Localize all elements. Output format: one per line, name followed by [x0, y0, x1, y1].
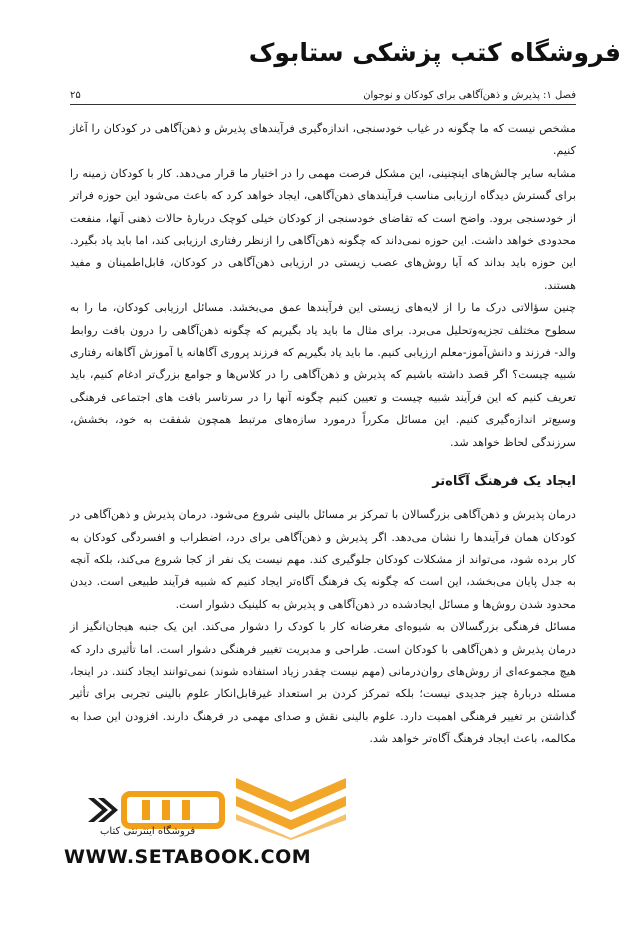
watermark-url: WWW.SETABOOK.COM — [64, 846, 312, 868]
watermark-tagline: فروشگاه اینترنتی کتاب — [100, 826, 196, 837]
page-body — [70, 118, 576, 751]
page-number: ۲۵ — [70, 89, 81, 101]
paragraph-2: مشابه سایر چالش‌های اینچنینی، این مشکل فرصت مهمی را در اختیار ما قرار می‌دهد. کار با کودکان زمینه را برای گسترش دیدگاه ارزیابی مناسب فرآیندهای ذهن‌آگاهی، ایجاد خواهد کرد که باعث می‌شود این حوزه فراتر از خودسنجی برود. واضح است که تقاضای خودسنجی از کودکان خیلی کوچک دربارهٔ حالات ذهنی آنها، منفعت محدودی خواهد داشت. این حوزه نمی‌داند که چگونه ذهن‌آگاهی را ازنظر رفتاری ارزیابی کند، اما باید یاد بگیرد. این حوزه باید بداند که آیا روش‌های عصب زیستی در ارزیابی ذهن‌آگاهی در کودکان، قابل‌اطمینان و مفید هستند. — [70, 166, 576, 292]
chapter-title: فصل ۱: پذیرش و ذهن‌آگاهی برای کودکان و نوجوان — [363, 89, 576, 101]
paragraph-3: چنین سؤالاتی درک ما را از لایه‌های زیستی این فرآیندها عمق می‌بخشد. مسائل ارزیابی کودکان، ما را به سطوح مختلف تجزیه‌وتحلیل می‌برد. برای مثال ما باید یاد بگیریم که چگونه ذهن‌آگاهی را درون بافت روابط والد- فرزند و دانش‌آموز-معلم ارزیابی کنیم. ما باید یاد بگیریم که فرزند پروری آگاهانه یا آموزش آگاهانه رفتاری شبیه چیست؟ اگر قصد داشته باشیم که پذیرش و ذهن‌آگاهی را در کلاس‌ها و جوامع بزرگ‌تر ادغام کنیم، باید تعریف کنیم که این فرآیند شبیه چیست و تعیین کنیم چگونه آنها را در سرتاسر بافت های اجتماعی فرهنگی وسیع‌تر اندازه‌گیری کنیم. این مسائل مکرراً درمورد سازه‌های مرتبط همچون شفقت به خود، بخشش، سرزندگی لحاظ خواهد شد. — [70, 301, 576, 449]
paragraph-1: مشخص نیست که ما چگونه در غیاب خودسنجی، اندازه‌گیری فرآیندهای پذیرش و ذهن‌آگاهی در کودکان را آغاز کنیم. — [70, 122, 576, 158]
watermark-stripes-icon — [226, 770, 356, 840]
brand-title: فروشگاه کتب پزشکی ستابوک — [248, 38, 621, 67]
header-rule — [70, 104, 576, 105]
paragraph-5: مسائل فرهنگی بزرگسالان به شیوه‌ای مغرضانه کار با کودک را دشوار می‌کند. این یک جنبه هیجان‌انگیز از درمان پذیرش و ذهن‌آگاهی با کودکان است. طراحی و مدیریت تغییر فرهنگی دشوار است. اما تأثیری دارد که هیچ مجموعه‌ای از روش‌های روان‌درمانی (مهم نیست چقدر زیاد استفاده شوند) نمی‌توانند ایجاد کنند. در اینجا، مسئله دربارهٔ چیز جدیدی نیست؛ بلکه تمرکز کردن بر استعداد غیرقابل‌انکار علوم بالینی تجربی برای تأثیر گذاشتن بر تغییر فرهنگی اهمیت دارد. علوم بالینی نقش و صدای مهمی در فرهنگ دارند. افزودن این صدا به مکالمه، باعث ایجاد فرهنگ آگاه‌تر خواهد شد. — [70, 620, 576, 746]
paragraph-4: درمان پذیرش و ذهن‌آگاهی بزرگسالان با تمرکز بر مسائل بالینی شروع می‌شود. درمان پذیرش و ذهن‌آگاهی در کودکان همان فرآیندها را نشان می‌دهد. اگر پذیرش و ذهن‌آگاهی برای درد، اضطراب و افسردگی کودکان به کار برده شود، می‌تواند از مشکلات کودکان جلوگیری کند. مهم نیست یک نفر از کجا شروع می‌کند، بلکه آنچه به جدل پایان می‌بخشد، این است که چگونه یک فرهنگ آگاه‌تر ایجاد کنیم که شبیه فرآیند طبیعی است. دیدن محدود شدن روش‌ها و مسائل ایجادشده در ذهن‌آگاهی و پذیرش به کلینیک دشوار است. — [70, 508, 576, 611]
running-header — [70, 88, 576, 102]
section-heading: ایجاد یک فرهنگ آگاه‌تر — [432, 474, 576, 490]
